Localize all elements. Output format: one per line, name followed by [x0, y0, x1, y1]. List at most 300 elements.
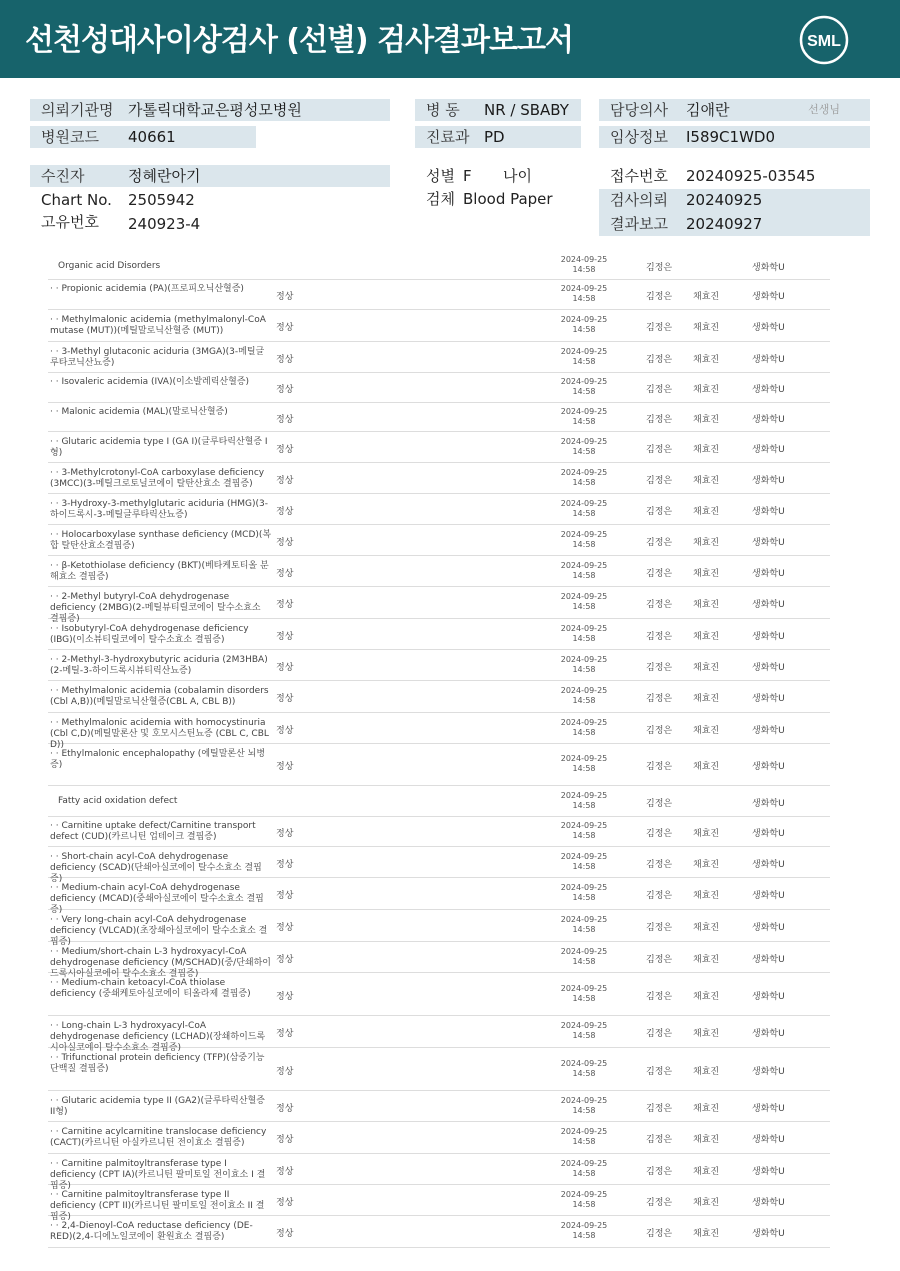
- lab-unit: 생화학U: [752, 476, 785, 486]
- test-name: · · 2,4-Dienoyl-CoA reductase deficiency (DE-RED)(2,4-디에노일코에이 환원효소 결핍증): [50, 1221, 253, 1242]
- result-value: 정상: [276, 1029, 294, 1039]
- tester-name: 김정은: [646, 538, 673, 548]
- verifier-name: 채효진: [693, 992, 720, 1002]
- result-time: 14:58: [572, 1169, 596, 1178]
- tester-name: 김정은: [646, 385, 673, 395]
- result-time: 14:58: [572, 957, 596, 966]
- verifier-name: 채효진: [693, 955, 720, 965]
- lab-unit: 생화학U: [752, 445, 785, 455]
- result-value: 정상: [276, 632, 294, 642]
- department-label: 진료과: [426, 128, 470, 146]
- result-datetime: [548, 561, 620, 581]
- ward-label: 병 동: [426, 101, 460, 119]
- result-value: 정상: [276, 476, 294, 486]
- lab-unit: 생화학U: [752, 860, 785, 870]
- clinical-info-field: [599, 126, 870, 148]
- result-row: [48, 847, 830, 884]
- result-value: 정상: [276, 569, 294, 579]
- result-row: [48, 1122, 830, 1154]
- tester-name: 김정은: [646, 694, 673, 704]
- hospital-code-value: 40661: [128, 128, 176, 146]
- tester-name: 김정은: [646, 507, 673, 517]
- lab-unit: 생화학U: [752, 1167, 785, 1177]
- result-date: 2024-09-25: [560, 947, 608, 956]
- chart-no-value: 2505942: [128, 191, 195, 209]
- verifier-name: 채효진: [693, 1135, 720, 1145]
- result-row: [48, 817, 830, 847]
- verifier-name: 채효진: [693, 1167, 720, 1177]
- result-row: [48, 1216, 830, 1248]
- result-time: 14:58: [572, 634, 596, 643]
- test-name: · · Propionic acidemia (PA)(프로피오닉산혈증): [50, 284, 244, 294]
- result-datetime: [548, 468, 620, 488]
- result-value: 정상: [276, 694, 294, 704]
- result-time: 14:58: [572, 571, 596, 580]
- lab-unit: 생화학U: [752, 507, 785, 517]
- result-row: [48, 525, 830, 556]
- patient-field: [30, 165, 390, 187]
- result-row: [48, 878, 830, 915]
- result-date: 2024-09-25: [560, 1159, 608, 1168]
- request-date-label: 검사의뢰: [610, 191, 668, 209]
- patient-label: 수진자: [41, 167, 85, 185]
- lab-unit: 생화학U: [752, 1067, 785, 1077]
- sex-value: F: [463, 167, 472, 185]
- result-time: 14:58: [572, 831, 596, 840]
- hospital-code-field: [30, 126, 256, 148]
- ward-field: [415, 99, 581, 121]
- clinical-info-label: 임상정보: [610, 128, 668, 146]
- tester-name: 김정은: [646, 355, 673, 365]
- result-time: 14:58: [572, 447, 596, 456]
- result-date: 2024-09-25: [560, 1021, 608, 1030]
- result-time: 14:58: [572, 602, 596, 611]
- section-row: [48, 786, 830, 817]
- result-row: [48, 463, 830, 494]
- test-name: · · 3-Methyl glutaconic aciduria (3MGA)(3-메틸글루타코닉산뇨증): [50, 347, 265, 368]
- test-name: · · 3-Hydroxy-3-methylglutaric aciduria (HMG)(3-하이드록시-3-메틸글루타릭산뇨증): [50, 499, 268, 520]
- result-datetime: [548, 791, 620, 811]
- result-date: 2024-09-25: [560, 347, 608, 356]
- test-name: · · Medium-chain ketoacyl-CoA thiolase deficiency (중쇄케토아실코에이 티올라제 결핍증): [50, 978, 251, 999]
- ward-value: NR / SBABY: [484, 101, 569, 119]
- result-datetime: [548, 1021, 620, 1041]
- verifier-name: 채효진: [693, 538, 720, 548]
- test-name: · · β-Ketothiolase deficiency (BKT)(베타케토티올 분해효소 결핍증): [50, 561, 269, 582]
- result-time: 14:58: [572, 801, 596, 810]
- result-time: 14:58: [572, 1106, 596, 1115]
- report-date-label: 결과보고: [610, 215, 668, 233]
- clinical-info-value: I589C1WD0: [686, 128, 775, 146]
- verifier-name: 채효진: [693, 663, 720, 673]
- lab-unit: 생화학U: [752, 799, 785, 809]
- result-date: 2024-09-25: [560, 915, 608, 924]
- result-date: 2024-09-25: [560, 883, 608, 892]
- lab-unit: 생화학U: [752, 829, 785, 839]
- verifier-name: 채효진: [693, 1067, 720, 1077]
- results-list: [48, 252, 830, 1248]
- department-value: PD: [484, 128, 505, 146]
- result-value: 정상: [276, 600, 294, 610]
- result-row: [48, 342, 830, 373]
- result-value: 정상: [276, 385, 294, 395]
- result-value: 정상: [276, 1198, 294, 1208]
- result-time: 14:58: [572, 1200, 596, 1209]
- result-value: 정상: [276, 323, 294, 333]
- tester-name: 김정은: [646, 829, 673, 839]
- result-datetime: [548, 686, 620, 706]
- result-time: 14:58: [572, 478, 596, 487]
- test-name: · · Ethylmalonic encephalopathy (에틸말론산 뇌병증): [50, 749, 266, 770]
- result-row: [48, 1048, 830, 1091]
- result-time: 14:58: [572, 417, 596, 426]
- test-name: · · Isobutyryl-CoA dehydrogenase deficiency (IBG)(이소뷰티릴코에이 탈수소효소 결핍증): [50, 624, 249, 645]
- unique-no-label: 고유번호: [41, 213, 99, 231]
- lab-unit: 생화학U: [752, 694, 785, 704]
- test-name: · · Trifunctional protein deficiency (TFP)(삼중기능단백질 결핍증): [50, 1053, 265, 1074]
- result-value: 정상: [276, 762, 294, 772]
- tester-name: 김정은: [646, 1029, 673, 1039]
- result-time: 14:58: [572, 728, 596, 737]
- result-value: 정상: [276, 415, 294, 425]
- tester-name: 김정은: [646, 762, 673, 772]
- result-value: 정상: [276, 860, 294, 870]
- lab-unit: 생화학U: [752, 569, 785, 579]
- result-row: [48, 280, 830, 310]
- institution-value: 가톨릭대학교은평성모병원: [128, 101, 302, 119]
- result-time: 14:58: [572, 696, 596, 705]
- result-value: 정상: [276, 355, 294, 365]
- result-row: [48, 1016, 830, 1053]
- result-date: 2024-09-25: [560, 284, 608, 293]
- result-value: 정상: [276, 829, 294, 839]
- verifier-name: 채효진: [693, 600, 720, 610]
- lab-unit: 생화학U: [752, 600, 785, 610]
- result-row: [48, 403, 830, 432]
- lab-unit: 생화학U: [752, 355, 785, 365]
- test-name: · · Malonic acidemia (MAL)(말로닉산혈증): [50, 407, 228, 417]
- verifier-name: 채효진: [693, 507, 720, 517]
- result-datetime: [548, 1190, 620, 1210]
- doctor-suffix: 선생님: [808, 103, 840, 116]
- verifier-name: 채효진: [693, 445, 720, 455]
- verifier-name: 채효진: [693, 923, 720, 933]
- result-date: 2024-09-25: [560, 437, 608, 446]
- section-row: [48, 252, 830, 280]
- report-header: [0, 0, 900, 78]
- result-datetime: [548, 1127, 620, 1147]
- result-value: 정상: [276, 1167, 294, 1177]
- result-row: [48, 744, 830, 786]
- verifier-name: 채효진: [693, 762, 720, 772]
- result-date: 2024-09-25: [560, 984, 608, 993]
- tester-name: 김정은: [646, 1167, 673, 1177]
- test-name: · · Carnitine acylcarnitine translocase deficiency (CACT)(카르니틴 아실카르니틴 전이효소 결핍증): [50, 1127, 267, 1148]
- tester-name: 김정은: [646, 663, 673, 673]
- doctor-label: 담당의사: [610, 101, 668, 119]
- result-row: [48, 494, 830, 525]
- lab-unit: 생화학U: [752, 263, 785, 273]
- result-row: [48, 910, 830, 947]
- test-name: · · Long-chain L-3 hydroxyacyl-CoA dehydrogenase deficiency (LCHAD)(장쇄하이드록시아실코에이 탈수소효소 결핍증): [50, 1021, 266, 1053]
- age-label: 나이: [503, 167, 532, 185]
- tester-name: 김정은: [646, 445, 673, 455]
- result-date: 2024-09-25: [560, 407, 608, 416]
- verifier-name: 채효진: [693, 323, 720, 333]
- tester-name: 김정은: [646, 1067, 673, 1077]
- lab-unit: 생화학U: [752, 762, 785, 772]
- test-name: · · 3-Methylcrotonyl-CoA carboxylase deficiency (3MCC)(3-메틸크로토닐코에이 탈탄산효소 결핍증): [50, 468, 265, 489]
- verifier-name: 채효진: [693, 476, 720, 486]
- verifier-name: 채효진: [693, 1229, 720, 1239]
- result-date: 2024-09-25: [560, 1096, 608, 1105]
- verifier-name: 채효진: [693, 355, 720, 365]
- result-date: 2024-09-25: [560, 655, 608, 664]
- tester-name: 김정은: [646, 1198, 673, 1208]
- tester-name: 김정은: [646, 891, 673, 901]
- report-date-value: 20240927: [686, 215, 763, 233]
- lab-unit: 생화학U: [752, 1104, 785, 1114]
- verifier-name: 채효진: [693, 694, 720, 704]
- lab-unit: 생화학U: [752, 323, 785, 333]
- verifier-name: 채효진: [693, 1104, 720, 1114]
- unique-no-value: 240923-4: [128, 215, 201, 233]
- verifier-name: 채효진: [693, 632, 720, 642]
- result-datetime: [548, 718, 620, 738]
- result-value: 정상: [276, 663, 294, 673]
- result-time: 14:58: [572, 862, 596, 871]
- test-name: · · Methylmalonic acidemia (methylmalonyl-CoA mutase (MUT))(메틸말로닉산혈증 (MUT)): [50, 315, 266, 336]
- tester-name: 김정은: [646, 1135, 673, 1145]
- lab-unit: 생화학U: [752, 891, 785, 901]
- lab-unit: 생화학U: [752, 992, 785, 1002]
- lab-unit: 생화학U: [752, 538, 785, 548]
- tester-name: 김정은: [646, 476, 673, 486]
- verifier-name: 채효진: [693, 1029, 720, 1039]
- verifier-name: 채효진: [693, 829, 720, 839]
- patient-value: 정혜란아기: [128, 167, 201, 185]
- result-datetime: [548, 821, 620, 841]
- result-datetime: [548, 592, 620, 612]
- test-name: · · Very long-chain acyl-CoA dehydrogenase deficiency (VLCAD)(초장쇄아실코에이 탈수소효소 결핍증): [50, 915, 268, 947]
- result-datetime: [548, 255, 620, 275]
- result-value: 정상: [276, 891, 294, 901]
- result-datetime: [548, 1096, 620, 1116]
- result-row: [48, 587, 830, 624]
- result-value: 정상: [276, 292, 294, 302]
- tester-name: 김정은: [646, 860, 673, 870]
- test-name: · · Isovaleric acidemia (IVA)(이소발레릭산혈증): [50, 377, 250, 387]
- result-datetime: [548, 407, 620, 427]
- tester-name: 김정은: [646, 323, 673, 333]
- test-name: · · Glutaric acidemia type II (GA2)(글루타릭산혈증 II형): [50, 1096, 265, 1117]
- test-name: · · 2-Methyl-3-hydroxybutyric aciduria (2M3HBA)(2-메틸-3-하이드록시뷰티릭산뇨증): [50, 655, 268, 676]
- test-name: · · Carnitine palmitoyltransferase type II deficiency (CPT II)(카르니틴 팔미토일 전이효소 II 결핍증): [50, 1190, 265, 1222]
- result-value: 정상: [276, 1104, 294, 1114]
- result-date: 2024-09-25: [560, 499, 608, 508]
- result-row: [48, 650, 830, 681]
- result-time: 14:58: [572, 325, 596, 334]
- tester-name: 김정은: [646, 292, 673, 302]
- lab-unit: 생화학U: [752, 663, 785, 673]
- tester-name: 김정은: [646, 992, 673, 1002]
- result-date: 2024-09-25: [560, 1221, 608, 1230]
- institution-label: 의뢰기관명: [41, 101, 114, 119]
- result-time: 14:58: [572, 265, 596, 274]
- lab-unit: 생화학U: [752, 923, 785, 933]
- result-row: [48, 1154, 830, 1191]
- verifier-name: 채효진: [693, 385, 720, 395]
- lab-unit: 생화학U: [752, 726, 785, 736]
- result-value: 정상: [276, 1229, 294, 1239]
- result-date: 2024-09-25: [560, 821, 608, 830]
- verifier-name: 채효진: [693, 292, 720, 302]
- test-name: · · 2-Methyl butyryl-CoA dehydrogenase deficiency (2MBG)(2-메틸뷰티릴코에이 탈수소효소 결핍증): [50, 592, 261, 624]
- result-row: [48, 942, 830, 979]
- result-row: [48, 373, 830, 403]
- result-datetime: [548, 852, 620, 872]
- result-row: [48, 713, 830, 750]
- test-name: · · Medium-chain acyl-CoA dehydrogenase deficiency (MCAD)(중쇄아실코에이 탈수소효소 결핍증): [50, 883, 264, 915]
- specimen-value: Blood Paper: [463, 190, 553, 208]
- result-value: 정상: [276, 507, 294, 517]
- result-datetime: [548, 883, 620, 903]
- lab-unit: 생화학U: [752, 385, 785, 395]
- tester-name: 김정은: [646, 923, 673, 933]
- result-row: [48, 310, 830, 342]
- doctor-value: 김애란: [686, 101, 730, 119]
- tester-name: 김정은: [646, 415, 673, 425]
- result-time: 14:58: [572, 357, 596, 366]
- result-row: [48, 432, 830, 463]
- result-time: 14:58: [572, 387, 596, 396]
- result-date: 2024-09-25: [560, 255, 608, 264]
- result-date: 2024-09-25: [560, 377, 608, 386]
- tester-name: 김정은: [646, 263, 673, 273]
- test-name: · · Short-chain acyl-CoA dehydrogenase deficiency (SCAD)(단쇄아실코에이 탈수소효소 결핍증): [50, 852, 262, 884]
- dates-block: [599, 189, 870, 236]
- result-date: 2024-09-25: [560, 1190, 608, 1199]
- result-value: 정상: [276, 923, 294, 933]
- test-name: · · Carnitine uptake defect/Carnitine transport defect (CUD)(카르니틴 업테이크 결핍증): [50, 821, 256, 842]
- result-datetime: [548, 1221, 620, 1241]
- result-time: 14:58: [572, 509, 596, 518]
- hospital-code-label: 병원코드: [41, 128, 99, 146]
- result-row: [48, 1185, 830, 1222]
- result-time: 14:58: [572, 893, 596, 902]
- result-row: [48, 973, 830, 1016]
- verifier-name: 채효진: [693, 891, 720, 901]
- result-datetime: [548, 754, 620, 774]
- result-datetime: [548, 947, 620, 967]
- test-name: · · Holocarboxylase synthase deficiency (MCD)(복합 탈탄산효소결핍증): [50, 530, 272, 551]
- lab-unit: 생화학U: [752, 292, 785, 302]
- lab-unit: 생화학U: [752, 632, 785, 642]
- result-time: 14:58: [572, 994, 596, 1003]
- lab-unit: 생화학U: [752, 955, 785, 965]
- result-value: 정상: [276, 538, 294, 548]
- result-datetime: [548, 437, 620, 457]
- tester-name: 김정은: [646, 955, 673, 965]
- result-value: 정상: [276, 1135, 294, 1145]
- result-date: 2024-09-25: [560, 561, 608, 570]
- result-row: [48, 1091, 830, 1122]
- test-name: · · Carnitine palmitoyltransferase type I deficiency (CPT IA)(카르니틴 팔미토일 전이효소 I 결핍증): [50, 1159, 266, 1191]
- result-value: 정상: [276, 445, 294, 455]
- lab-unit: 생화학U: [752, 1029, 785, 1039]
- result-date: 2024-09-25: [560, 852, 608, 861]
- result-time: 14:58: [572, 1137, 596, 1146]
- institution-field: [30, 99, 390, 121]
- result-time: 14:58: [572, 1031, 596, 1040]
- verifier-name: 채효진: [693, 415, 720, 425]
- result-row: [48, 681, 830, 713]
- verifier-name: 채효진: [693, 726, 720, 736]
- result-date: 2024-09-25: [560, 624, 608, 633]
- verifier-name: 채효진: [693, 1198, 720, 1208]
- specimen-label: 검체: [426, 190, 455, 208]
- result-datetime: [548, 530, 620, 550]
- chart-no-label: Chart No.: [41, 191, 112, 209]
- result-value: 정상: [276, 955, 294, 965]
- result-time: 14:58: [572, 925, 596, 934]
- result-row: [48, 619, 830, 650]
- lab-unit: 생화학U: [752, 415, 785, 425]
- doctor-field: [599, 99, 870, 121]
- result-datetime: [548, 347, 620, 367]
- result-row: [48, 556, 830, 587]
- result-datetime: [548, 984, 620, 1004]
- test-name: · · Methylmalonic acidemia with homocystinuria (Cbl C,D)(메틸말론산 및 호모시스틴뇨증 (CBL C, CBL D)): [50, 718, 269, 750]
- verifier-name: 채효진: [693, 569, 720, 579]
- receipt-no-label: 접수번호: [610, 167, 668, 185]
- result-value: 정상: [276, 726, 294, 736]
- result-time: 14:58: [572, 1069, 596, 1078]
- result-datetime: [548, 655, 620, 675]
- logo-text: SML: [807, 33, 841, 50]
- result-date: 2024-09-25: [560, 1127, 608, 1136]
- result-datetime: [548, 1059, 620, 1079]
- test-name: · · Glutaric acidemia type I (GA I)(글루타릭산혈증 I형): [50, 437, 268, 458]
- request-date-value: 20240925: [686, 191, 763, 209]
- tester-name: 김정은: [646, 632, 673, 642]
- tester-name: 김정은: [646, 569, 673, 579]
- tester-name: 김정은: [646, 1229, 673, 1239]
- result-date: 2024-09-25: [560, 315, 608, 324]
- result-datetime: [548, 284, 620, 304]
- section-name: Fatty acid oxidation defect: [58, 796, 178, 806]
- sex-label: 성별: [426, 167, 455, 185]
- result-date: 2024-09-25: [560, 718, 608, 727]
- result-date: 2024-09-25: [560, 1059, 608, 1068]
- tester-name: 김정은: [646, 1104, 673, 1114]
- result-time: 14:58: [572, 1231, 596, 1240]
- test-name: · · Medium/short-chain L-3 hydroxyacyl-CoA dehydrogenase deficiency (M/SCHAD)(중/단쇄하이드록시아실코에이 탈수소효소 결핍증): [50, 947, 271, 979]
- lab-unit: 생화학U: [752, 1198, 785, 1208]
- verifier-name: 채효진: [693, 860, 720, 870]
- result-datetime: [548, 624, 620, 644]
- receipt-no-value: 20240925-03545: [686, 167, 816, 185]
- result-date: 2024-09-25: [560, 754, 608, 763]
- lab-unit: 생화학U: [752, 1229, 785, 1239]
- result-time: 14:58: [572, 764, 596, 773]
- result-time: 14:58: [572, 294, 596, 303]
- tester-name: 김정은: [646, 600, 673, 610]
- result-date: 2024-09-25: [560, 530, 608, 539]
- result-value: 정상: [276, 1067, 294, 1077]
- result-datetime: [548, 499, 620, 519]
- result-date: 2024-09-25: [560, 791, 608, 800]
